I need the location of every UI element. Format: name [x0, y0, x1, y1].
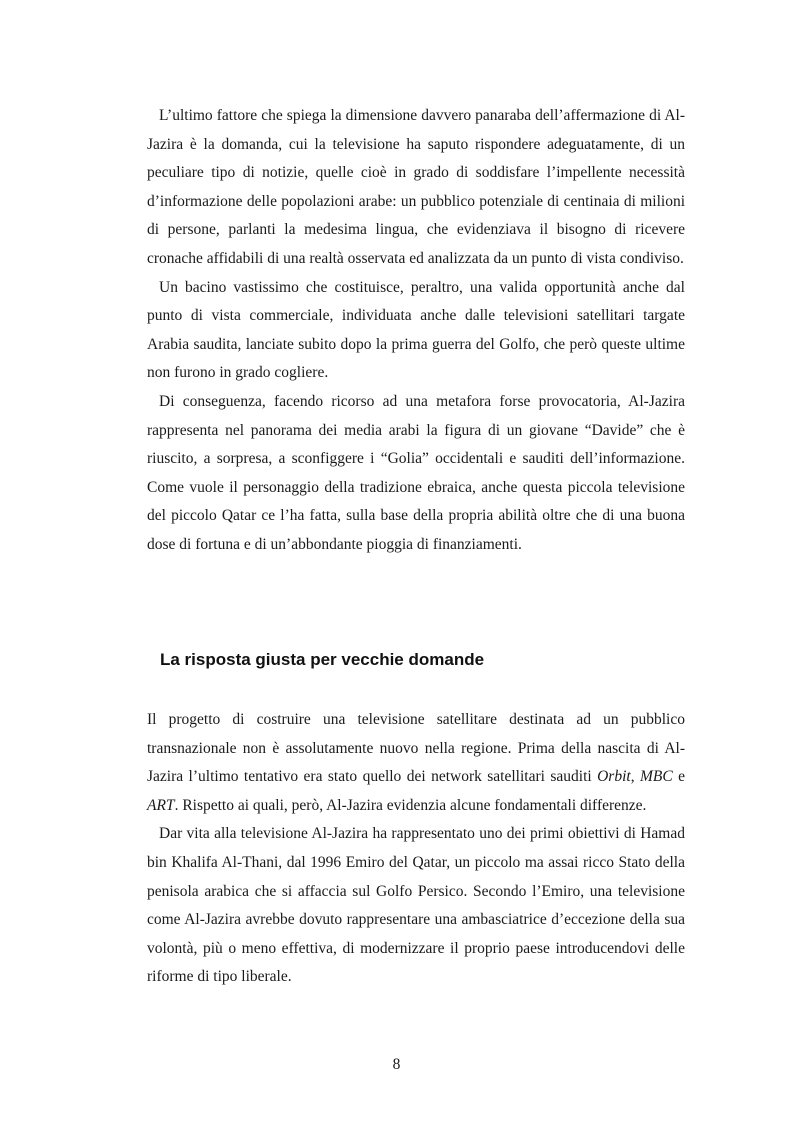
network-orbit: Orbit — [597, 768, 631, 786]
network-mbc: MBC — [640, 768, 673, 786]
paragraph-4 — [147, 706, 685, 820]
section-heading: La risposta giusta per vecchie domande — [160, 650, 485, 669]
network-art: ART — [147, 796, 175, 814]
paragraph-1: L’ultimo fattore che spiega la dimensione davvero panaraba dell’affermazione di Al-Jazira è la domanda, cui la televisione ha saputo rispondere adeguatamente, di un peculiare tipo di notizie, quelle cioè in grado di soddisfare l’impellente necessità d’informazione delle popolazioni arabe: un pubblico potenziale di centinaia di milioni di persone, parlanti la medesima lingua, che evidenziava il bisogno di ricevere cronache affidabili di una realtà osservata ed analizzata da un punto di vista condiviso. — [147, 107, 685, 267]
paragraph-5: Dar vita alla televisione Al-Jazira ha rappresentato uno dei primi obiettivi di Hamad bin Khalifa Al-Thani, dal 1996 Emiro del Qatar, un piccolo ma assai ricco Stato della penisola arabica che si affaccia sul Golfo Persico. Secondo l’Emiro, una televisione come Al-Jazira avrebbe dovuto rappresentare una ambasciatrice d’eccezione della sua volontà, più o meno effettiva, di modernizzare il proprio paese introducendovi delle riforme di tipo liberale. — [147, 825, 685, 986]
paragraph-3: Di conseguenza, facendo ricorso ad una metafora forse provocatoria, Al-Jazira rappresenta nel panorama dei media arabi la figura di un giovane “Davide” che è riuscito, a sorpresa, a sconfiggere i “Golia” occidentali e sauditi dell’informazione. Come vuole il personaggio della tradizione ebraica, anche questa piccola televisione del piccolo Qatar ce l’ha fatta, sulla base della propria abilità oltre che di una buona dose di fortuna e di un’abbondante pioggia di finanziamenti. — [147, 392, 685, 553]
section-2-body — [147, 706, 685, 992]
page-number: 8 — [392, 1056, 401, 1073]
paragraph-4-text-a: Il progetto di costruire una televisione satellitare destinata ad un pubblico transnazionale non è assolutamente nuovo nella regione. Prima della nascita di Al-Jazira l’ultimo tentativo era stato quello dei network satellitari sauditi — [147, 711, 685, 786]
paragraph-4-and: e — [672, 768, 686, 786]
paragraph-4-text-b: . Rispetto ai quali, però, Al-Jazira evidenzia alcune fondamentali differenze. — [174, 796, 647, 814]
paragraph-4-comma: , — [630, 768, 640, 786]
paragraph-2: Un bacino vastissimo che costituisce, peraltro, una valida opportunità anche dal punto di vista commerciale, individuata anche dalle televisioni satellitari targate Arabia saudita, lanciate subito dopo la prima guerra del Golfo, che però queste ultime non furono in grado cogliere. — [147, 278, 685, 382]
section-1-body — [147, 102, 685, 560]
